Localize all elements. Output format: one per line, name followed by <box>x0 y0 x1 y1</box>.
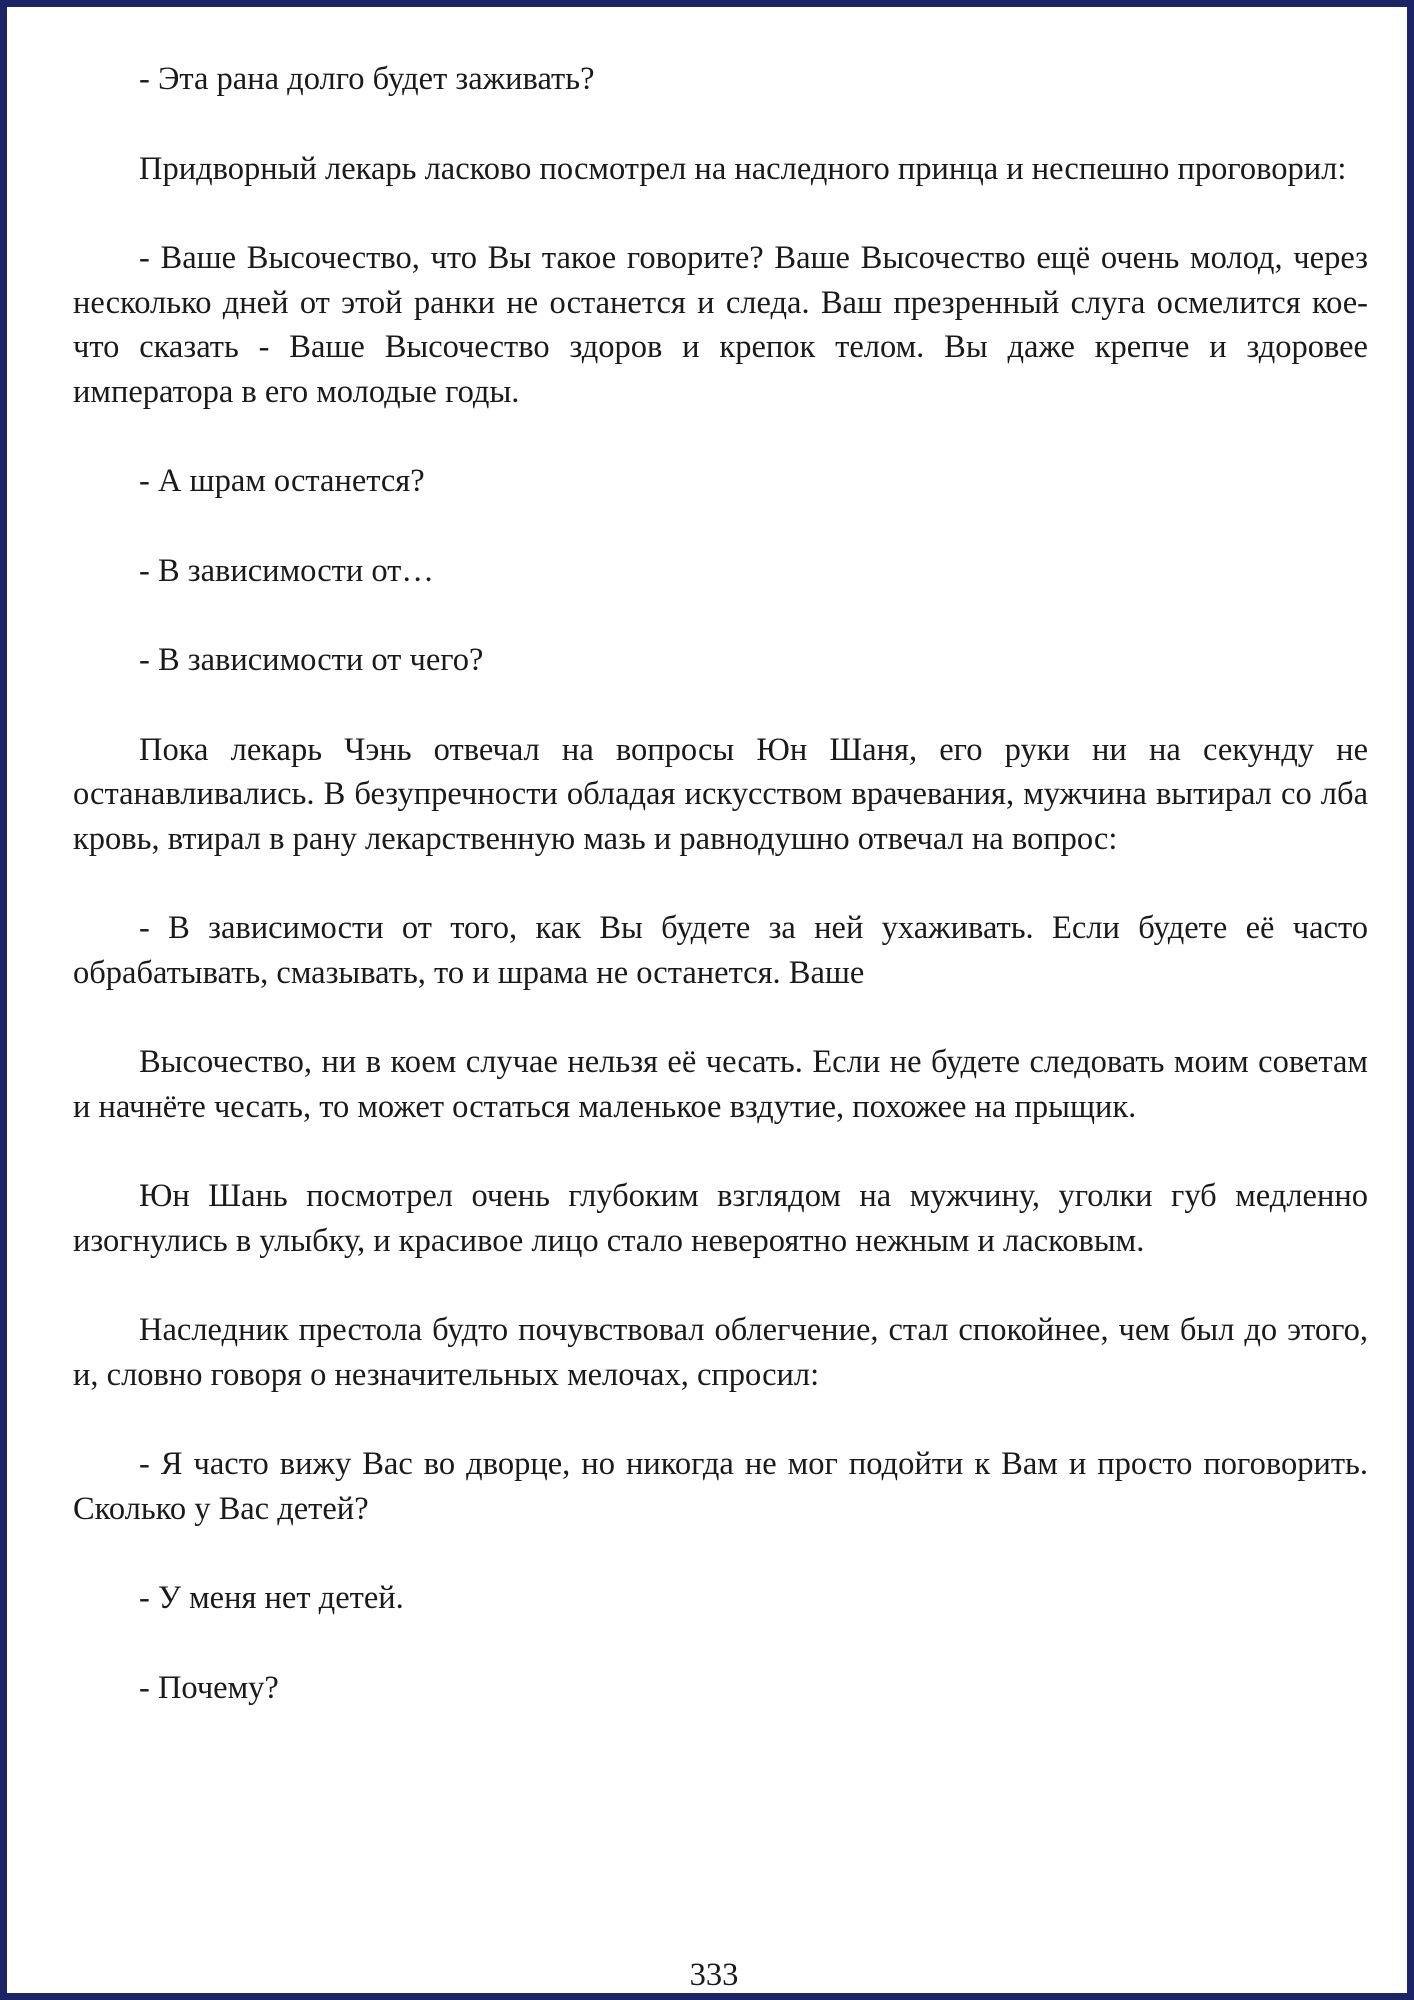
paragraph: - У меня нет детей. <box>139 1580 404 1616</box>
paragraph: Придворный лекарь ласково посмотрел на наследного принца и неспешно проговорил: <box>139 150 1347 187</box>
paragraph: Пока лекарь Чэнь отвечал на вопросы Юн Шаня, его руки ни на секунду не останавливались. В безупречности обладая искусством врачевания, мужчина вытирал со лба кровь, втирал в рану лекарственную мазь и равнодушно отвечал на вопрос: <box>73 731 1368 857</box>
paragraph: - Эта рана долго будет заживать? <box>139 61 595 97</box>
paragraph: - Ваше Высочество, что Вы такое говорите? Ваше Высочество ещё очень молод, через несколько дней от этой ранки не останется и следа. Ваш презренный слуга осмелится кое-что сказать - Ваше Высочество здоров и крепок телом. Вы даже крепче и здоровее императора в его молодые годы. <box>73 240 1368 410</box>
paragraph: - Я часто вижу Вас во дворце, но никогда не мог подойти к Вам и просто поговорить. Сколько у Вас детей? <box>73 1446 1368 1527</box>
paragraph: - А шрам останется? <box>139 463 425 499</box>
paragraph: - В зависимости от чего? <box>139 642 484 678</box>
paragraph: Высочество, ни в коем случае нельзя её чесать. Если не будете следовать моим советам и начнёте чесать, то может остаться маленькое вздутие, похожее на прыщик. <box>73 1044 1368 1125</box>
paragraph: - В зависимости от… <box>139 552 434 589</box>
paragraph: - Почему? <box>139 1669 279 1706</box>
paragraph: Юн Шань посмотрел очень глубоким взглядом на мужчину, уголки губ медленно изогнулись в улыбку, и красивое лицо стало невероятно нежным и ласковым. <box>73 1178 1368 1259</box>
text-body <box>73 57 1368 1755</box>
paragraph: - В зависимости от того, как Вы будете за ней ухаживать. Если будете её часто обрабатывать, смазывать, то и шрама не останется. Ваше <box>73 910 1368 991</box>
paragraph: Наследник престола будто почувствовал облегчение, стал спокойнее, чем был до этого, и, словно говоря о незначительных мелочах, спросил: <box>73 1312 1368 1393</box>
page-number: 333 <box>689 1957 739 1993</box>
